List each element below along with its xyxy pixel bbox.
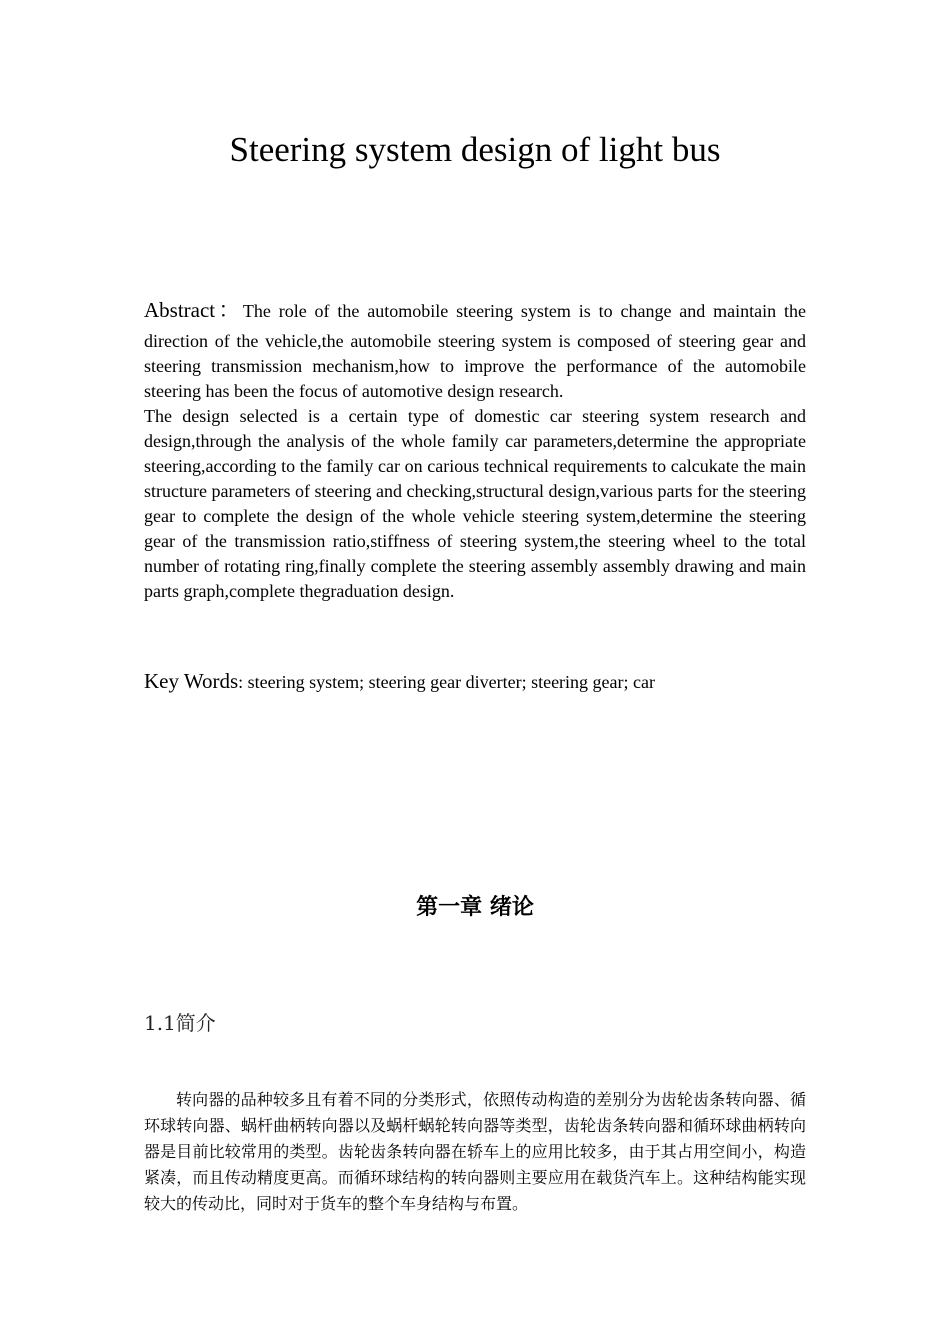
- abstract-paragraph-1-rest: direction of the vehicle,the automobile steering system is composed of steering gear and steering transmission mechanism,how to improve the performance of the automobile steering has been the focus of automotive design research.: [144, 331, 806, 401]
- abstract-label: Abstract：: [144, 298, 243, 322]
- keywords-text: : steering system; steering gear diverter; steering gear; car: [238, 672, 656, 692]
- document-title: Steering system design of light bus: [229, 130, 721, 169]
- section-heading: 1.1简介: [144, 1011, 216, 1035]
- keywords-label: Key Words: [144, 669, 239, 693]
- chapter-heading: 第一章 绪论: [416, 895, 534, 920]
- abstract-first-line-text: The role of the automobile steering system is to change and maintain the: [242, 301, 806, 321]
- body-paragraph: 转向器的品种较多且有着不同的分类形式，依照传动构造的差别分为齿轮齿条转向器、循环球转向器、蜗杆曲柄转向器以及蜗杆蜗轮转向器等类型，齿轮齿条转向器和循环球曲柄转向器是目前比较常用的类型。齿轮齿条转向器在轿车上的应用比较多，由于其占用空间小，构造紧凑，而且传动精度更高。而循环球结构的转向器则主要应用在载货汽车上。这种结构能实现较大的传动比，同时对于货车的整个车身结构与布置。: [144, 1090, 806, 1213]
- abstract-first-line: [144, 292, 806, 329]
- keywords-line: [144, 666, 844, 697]
- abstract-section: [144, 292, 806, 604]
- abstract-paragraph-2: The design selected is a certain type of domestic car steering system research and design,through the analysis of the whole family car parameters,determine the appropriate steering,according to the family car on carious technical requirements to calcukate the main structure parameters of steering and checking,structural design,various parts for the steering gear to complete the design of the whole vehicle steering system,determine the steering gear of the transmission ratio,stiffness of steering system,the steering wheel to the total number of rotating ring,finally complete the steering assembly assembly drawing and main parts graph,complete thegraduation design.: [144, 406, 806, 601]
- abstract-paragraph-1: [144, 292, 806, 404]
